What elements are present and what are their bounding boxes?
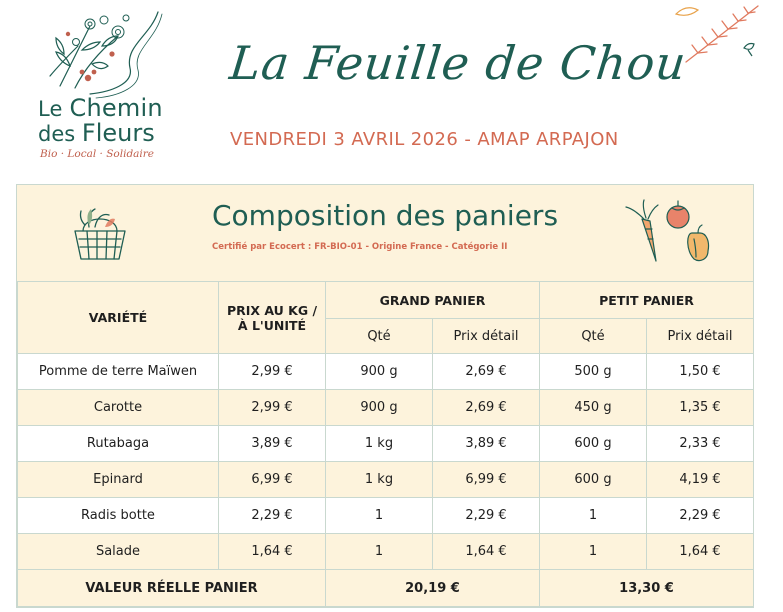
petit-qty-cell: 600 g — [540, 462, 647, 498]
composition-panel — [16, 184, 754, 608]
table-row — [18, 426, 754, 462]
logo-word-chemin: Chemin — [69, 94, 163, 122]
table-row — [18, 462, 754, 498]
logo-wordmark-line2 — [38, 119, 155, 147]
unit-price-cell: 1,64 € — [219, 534, 326, 570]
unit-price-cell: 2,29 € — [219, 498, 326, 534]
grand-price-header: Prix détail — [433, 319, 540, 354]
grand-qty-cell: 1 — [326, 534, 433, 570]
logo — [30, 6, 200, 166]
variety-cell: Rutabaga — [18, 426, 219, 462]
unit-price-cell: 3,89 € — [219, 426, 326, 462]
petit-price-cell: 4,19 € — [647, 462, 754, 498]
grand-qty-header: Qté — [326, 319, 433, 354]
petit-price-cell: 2,29 € — [647, 498, 754, 534]
grand-price-cell: 3,89 € — [433, 426, 540, 462]
grand-price-cell: 1,64 € — [433, 534, 540, 570]
petit-qty-cell: 450 g — [540, 390, 647, 426]
floral-leaf-icon — [30, 6, 200, 101]
panel-title: Composition des paniers — [212, 199, 559, 232]
date-line: VENDREDI 3 AVRIL 2026 - AMAP ARPAJON — [230, 129, 619, 150]
petit-price-cell: 1,35 € — [647, 390, 754, 426]
variety-cell: Salade — [18, 534, 219, 570]
petit-price-cell: 2,33 € — [647, 426, 754, 462]
grand-qty-cell: 1 kg — [326, 462, 433, 498]
grand-qty-cell: 1 kg — [326, 426, 433, 462]
petit-qty-cell: 600 g — [540, 426, 647, 462]
grand-qty-cell: 900 g — [326, 390, 433, 426]
composition-table — [17, 281, 754, 607]
unit-price-cell: 2,99 € — [219, 354, 326, 390]
grand-price-cell: 2,69 € — [433, 354, 540, 390]
certification-subtitle: Certifié par Ecocert : FR-BIO-01 - Origine France - Catégorie II — [212, 242, 508, 252]
petit-qty-cell: 500 g — [540, 354, 647, 390]
table-row — [18, 390, 754, 426]
carrot-tomato-pepper-icon — [620, 199, 720, 265]
table-row — [18, 534, 754, 570]
logo-tagline: Bio · Local · Solidaire — [40, 148, 155, 160]
col-variety-header: VARIÉTÉ — [18, 282, 219, 354]
petit-price-cell: 1,64 € — [647, 534, 754, 570]
variety-cell: Pomme de terre Maïwen — [18, 354, 219, 390]
total-petit-value: 13,30 € — [540, 570, 754, 607]
petit-price-cell: 1,50 € — [647, 354, 754, 390]
petit-qty-header: Qté — [540, 319, 647, 354]
unit-price-cell: 2,99 € — [219, 390, 326, 426]
petit-panier-header: PETIT PANIER — [540, 282, 754, 319]
col-unit-price-line2: À L'UNITÉ — [237, 317, 307, 333]
grand-panier-header: GRAND PANIER — [326, 282, 540, 319]
petit-price-header: Prix détail — [647, 319, 754, 354]
unit-price-cell: 6,99 € — [219, 462, 326, 498]
total-row — [18, 570, 754, 607]
petit-qty-cell: 1 — [540, 534, 647, 570]
grand-price-cell: 6,99 € — [433, 462, 540, 498]
grand-price-cell: 2,29 € — [433, 498, 540, 534]
page-title: La Feuille de Chou — [227, 36, 690, 90]
variety-cell: Epinard — [18, 462, 219, 498]
petit-qty-cell: 1 — [540, 498, 647, 534]
total-grand-value: 20,19 € — [326, 570, 540, 607]
total-label: VALEUR RÉELLE PANIER — [18, 570, 326, 607]
logo-word-des: des — [38, 122, 76, 146]
col-unit-price-header — [219, 282, 326, 354]
grand-qty-cell: 1 — [326, 498, 433, 534]
logo-wordmark-line1 — [38, 94, 163, 122]
table-header-row — [18, 282, 754, 319]
table-row — [18, 498, 754, 534]
leaf-branch-icon — [668, 0, 778, 70]
variety-cell: Carotte — [18, 390, 219, 426]
logo-word-fleurs: Fleurs — [81, 119, 155, 147]
logo-word-le: Le — [38, 97, 63, 121]
vegetable-basket-icon — [69, 205, 131, 263]
variety-cell: Radis botte — [18, 498, 219, 534]
grand-qty-cell: 900 g — [326, 354, 433, 390]
col-unit-price-line1: PRIX AU KG / — [226, 302, 318, 318]
table-row — [18, 354, 754, 390]
grand-price-cell: 2,69 € — [433, 390, 540, 426]
